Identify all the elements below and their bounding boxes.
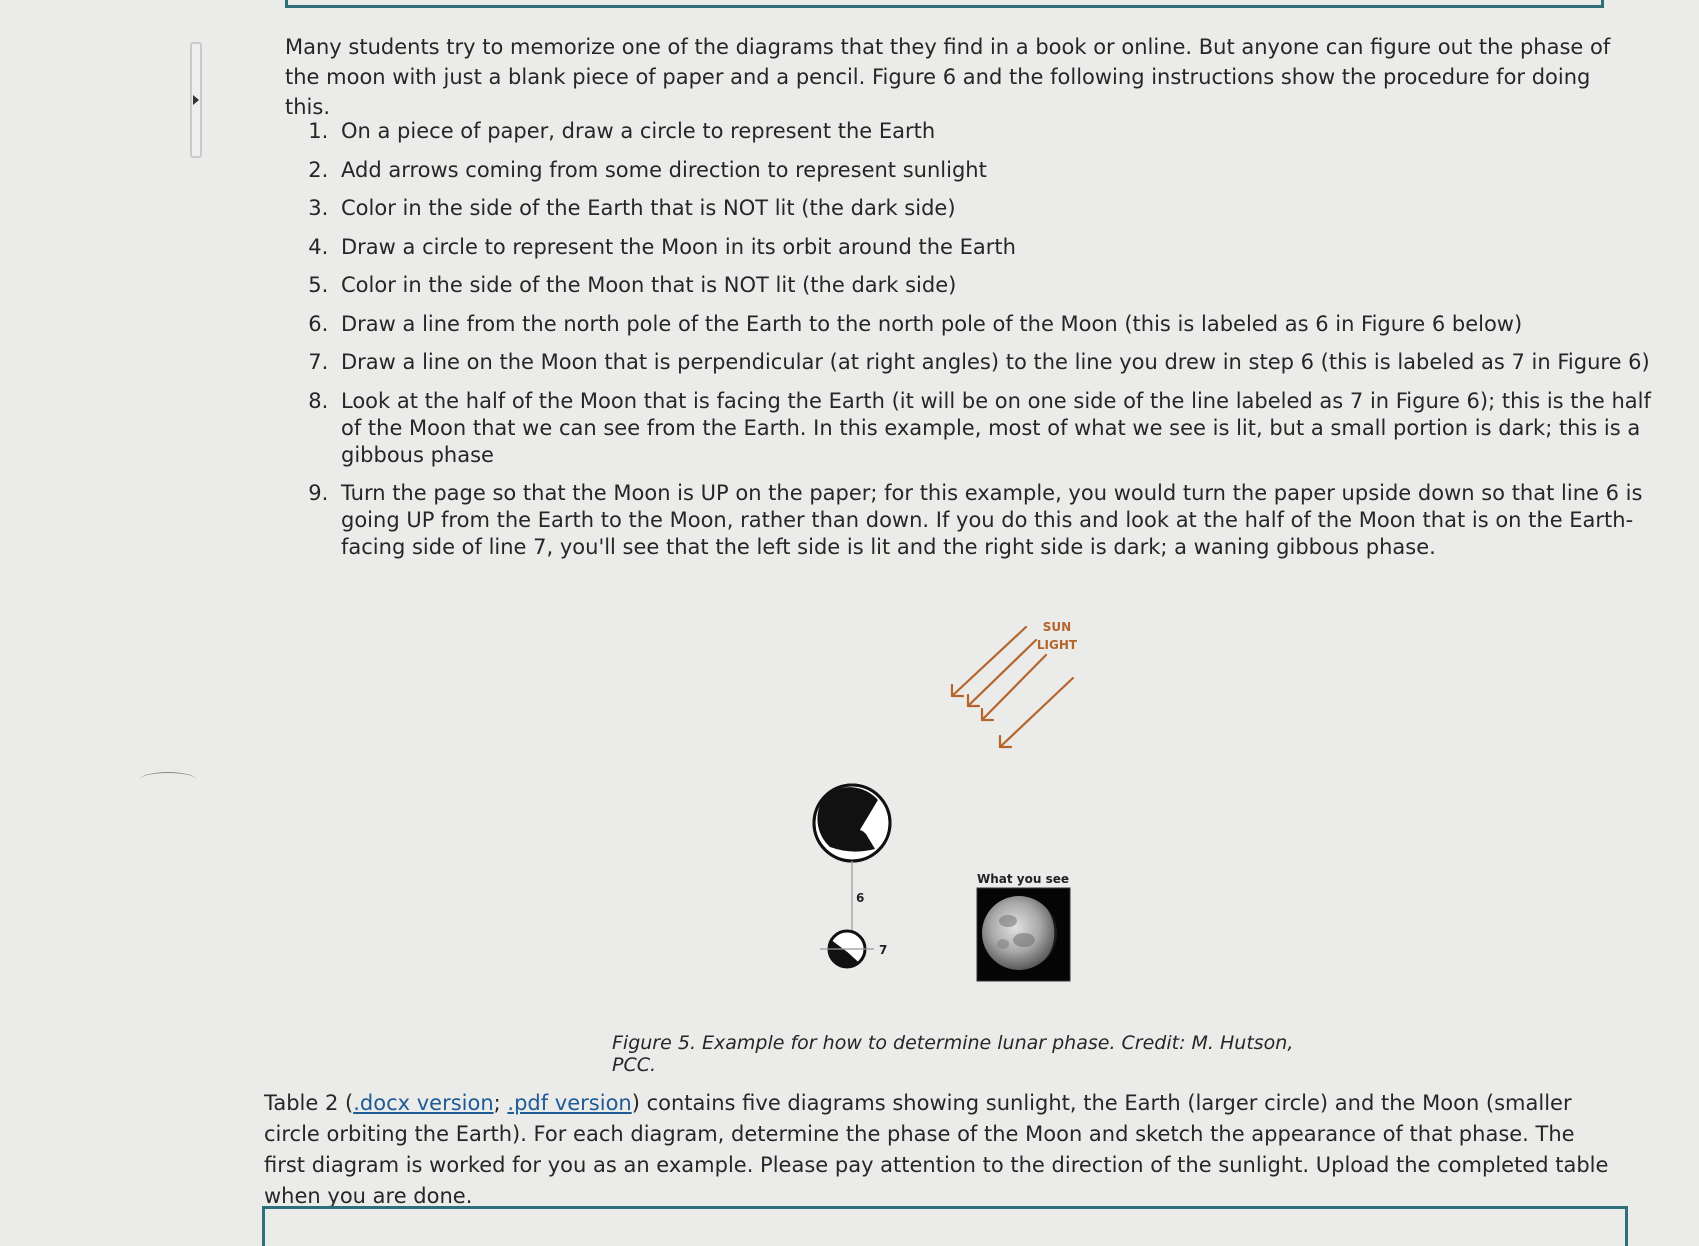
step-item: 4. Draw a circle to represent the Moon in its orbit around the Earth — [335, 234, 1660, 261]
sun-label: SUN — [1042, 620, 1072, 634]
table-instructions — [264, 1088, 1614, 1212]
what-you-see-label: What you see — [977, 872, 1069, 886]
intro-paragraph: Many students try to memorize one of the diagrams that they find in a book or online. But anyone can figure out the phase of the moon with just a blank piece of paper and a pencil. Figure 6 and the following instructions show the procedure for doing this. — [285, 35, 1611, 119]
step-item: 1. On a piece of paper, draw a circle to represent the Earth — [335, 118, 1660, 145]
step-item: 3. Color in the side of the Earth that is NOT lit (the dark side) — [335, 195, 1660, 222]
step-item: 5. Color in the side of the Moon that is NOT lit (the dark side) — [335, 272, 1660, 299]
moon-photo — [977, 888, 1070, 981]
expand-arrow-icon[interactable] — [193, 95, 199, 105]
line-6-label: 6 — [856, 891, 865, 905]
stray-pencil-mark — [140, 772, 196, 787]
step-item: 7. Draw a line on the Moon that is perpendicular (at right angles) to the line you drew in step 6 (this is labeled as 7 in Figure 6) — [335, 349, 1660, 376]
figure-caption: Figure 5. Example for how to determine lunar phase. Credit: M. Hutson, PCC. — [612, 1032, 1294, 1076]
step-item: 6. Draw a line from the north pole of the Earth to the north pole of the Moon (this is labeled as 6 in Figure 6 below) — [335, 311, 1660, 338]
instruction-steps — [285, 118, 1660, 573]
lunar-phase-diagram — [800, 615, 1130, 990]
link-separator: ; — [493, 1091, 508, 1115]
bottom-table-border — [262, 1206, 1628, 1246]
step-item: 2. Add arrows coming from some direction to represent sunlight — [335, 157, 1660, 184]
lunar-phase-figure — [800, 615, 1130, 990]
line-7-label: 7 — [879, 943, 888, 957]
docx-version-link[interactable]: .docx version — [353, 1091, 494, 1115]
table-suffix: ) contains five diagrams showing sunlight, the Earth (larger circle) and the Moon (smaller circle orbiting the Earth). For each diagram, determine the phase of the Moon and sketch the appearance of that phase. The first diagram is worked for you as an example. Please pay attention to the direction of the sunlight. Upload the completed table when you are done. — [264, 1091, 1609, 1208]
step-item: 8. Look at the half of the Moon that is facing the Earth (it will be on one side of the line labeled as 7 in Figure 6); this is the half of the Moon that we can see from the Earth. In this example, most of what we see is lit, but a small portion is dark; this is a gibbous phase — [335, 388, 1660, 469]
step-item: 9. Turn the page so that the Moon is UP on the paper; for this example, you would turn the paper upside down so that line 6 is going UP from the Earth to the Moon, rather than down. If you do this and look at the half of the Moon that is on the Earth-facing side of line 7, you'll see that the left side is lit and the right side is dark; a waning gibbous phase. — [335, 480, 1660, 561]
table-prefix: Table 2 ( — [264, 1091, 354, 1115]
moon-circle — [814, 785, 890, 861]
top-content-border — [285, 0, 1604, 8]
light-label: LIGHT — [1036, 638, 1078, 652]
pdf-version-link[interactable]: .pdf version — [507, 1091, 632, 1115]
